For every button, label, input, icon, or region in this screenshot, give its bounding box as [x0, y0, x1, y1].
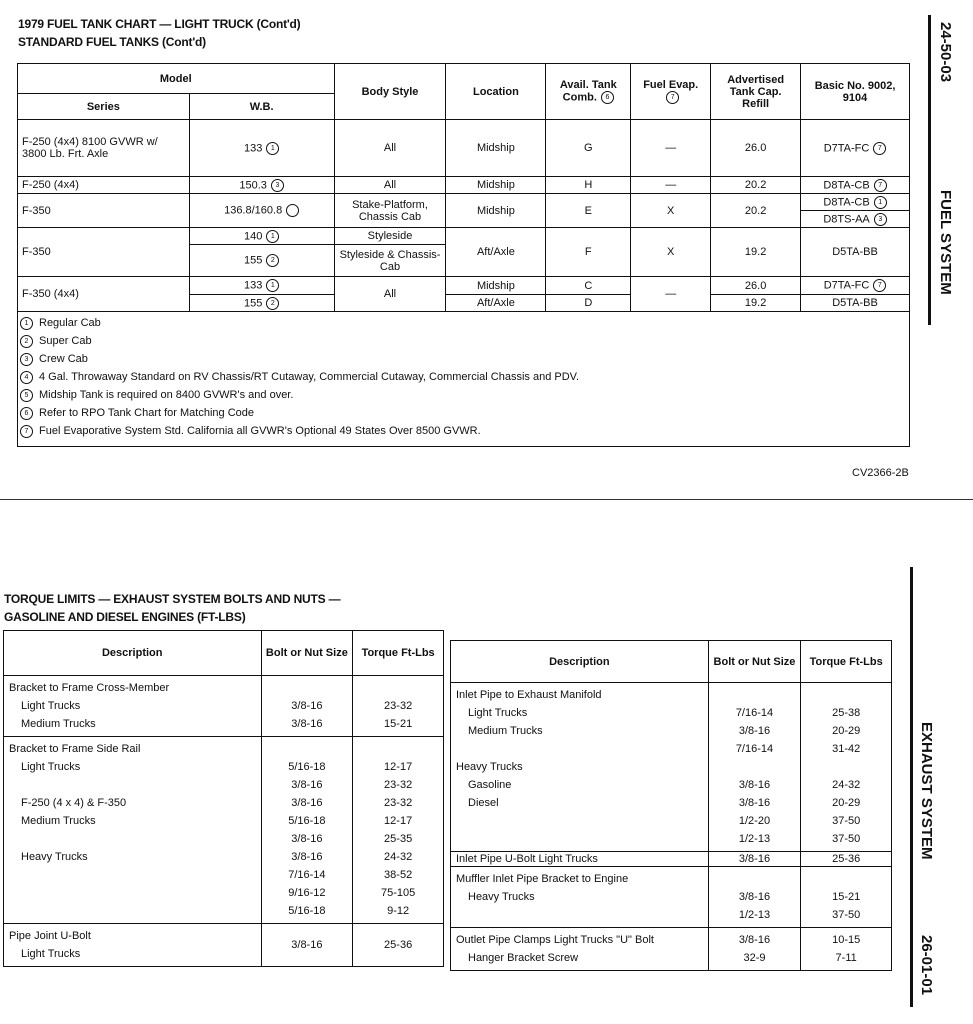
torque-subtitle: GASOLINE AND DIESEL ENGINES (FT-LBS) — [4, 610, 246, 624]
header-avail-tank-comb: Avail. Tank Comb. 6 — [546, 64, 631, 120]
torque-table-right — [450, 640, 892, 971]
table-row: F-250 (4x4) 8100 GVWR w/ 3800 Lb. Frt. Axle 133 1 All Midship G — 26.0 D7TA-FC 7 — [18, 120, 910, 177]
header-torque: Torque Ft-Lbs — [353, 631, 444, 676]
header-description: Description — [4, 631, 262, 676]
table-row: Muffler Inlet Pipe Bracket to Engine Heavy Trucks 3/8-16 1/2-13 15-21 37-50 — [451, 867, 892, 928]
footnote-number-icon: 7 — [20, 425, 33, 438]
footnote-number-icon: 2 — [20, 335, 33, 348]
footnote-marker-icon: 2 — [266, 297, 279, 310]
footnote-marker-icon: 6 — [601, 91, 614, 104]
footnote: 4 4 Gal. Throwaway Standard on RV Chassis/RT Cutaway, Commercial Cutaway, Commercial Chassis and PDV. — [20, 368, 905, 386]
footnote-number-icon: 4 — [20, 371, 33, 384]
footnote-marker-icon: 1 — [266, 279, 279, 292]
section-name-fuel: FUEL SYSTEM — [937, 190, 954, 295]
table-row: Inlet Pipe to Exhaust Manifold Light Trucks Medium Trucks Heavy Trucks Gasoline Diesel 7/16-14 3/8-16 7/16-14 3/8-16 3/8-16 1/2-20 1/2-13 25-38 20-29 31-42 24-32 20-29 37-50 37-50 — [451, 683, 892, 852]
fuel-tank-table — [17, 63, 910, 447]
footnote-marker-icon: 1 — [874, 196, 887, 209]
header-body-style: Body Style — [334, 64, 446, 120]
footnote: 7 Fuel Evaporative System Std. California all GVWR's Optional 49 States Over 8500 GVWR. — [20, 422, 905, 440]
footnote-marker-icon: 7 — [874, 179, 887, 192]
table-row: 155 2 Aft/Axle D 19.2 D5TA-BB — [18, 295, 910, 312]
footnote-marker-icon: 7 — [873, 142, 886, 155]
footnote-number-icon: 5 — [20, 389, 33, 402]
table-row: Bracket to Frame Cross-Member Light Trucks Medium Trucks 3/8-16 3/8-16 23-32 15-21 — [4, 676, 444, 737]
footnote: 1 Regular Cab — [20, 314, 905, 332]
table-row: F-350 136.8/160.8 Stake-Platform, Chassis Cab Midship E X 20.2 D8TA-CB 1 — [18, 194, 910, 211]
header-series: Series — [18, 94, 190, 120]
table-row: D8TS-AA 3 — [18, 211, 910, 228]
footnote-marker-icon: 7 — [873, 279, 886, 292]
footnote-marker-icon — [286, 204, 299, 217]
figure-code: CV2366-2B — [852, 467, 909, 479]
fuel-chart-title: 1979 FUEL TANK CHART — LIGHT TRUCK (Cont'd) — [18, 17, 301, 31]
table-row: Pipe Joint U-Bolt Light Trucks 3/8-16 25-36 — [4, 924, 444, 967]
table-row: Bracket to Frame Side Rail Light Trucks F-250 (4 x 4) & F-350 Medium Trucks Heavy Trucks 5/16-18 3/8-16 3/8-16 5/16-18 3/8-16 3/8-16 7/16-14 9/16-12 5/16-18 12-17 23-32 23-32 12-17 25-35 24-32 38-52 75-105 9-12 — [4, 737, 444, 924]
torque-title: TORQUE LIMITS — EXHAUST SYSTEM BOLTS AND NUTS — — [4, 592, 341, 606]
footnote: 5 Midship Tank is required on 8400 GVWR's and over. — [20, 386, 905, 404]
header-bolt-size: Bolt or Nut Size — [261, 631, 353, 676]
footnote-number-icon: 3 — [20, 353, 33, 366]
header-location: Location — [446, 64, 546, 120]
footnotes-row — [18, 312, 910, 447]
footnote-marker-icon: 7 — [666, 91, 679, 104]
header-wb: W.B. — [189, 94, 334, 120]
table-row: 155 2 Styleside & Chassis-Cab — [18, 245, 910, 277]
footnote-marker-icon: 1 — [266, 142, 279, 155]
header-model: Model — [18, 64, 335, 94]
header-bolt-size: Bolt or Nut Size — [708, 641, 801, 683]
page-number-exhaust: 26-01-01 — [918, 935, 935, 996]
header-description: Description — [451, 641, 709, 683]
footnote-marker-icon: 3 — [874, 213, 887, 226]
torque-table-left — [3, 630, 444, 967]
footnote-number-icon: 6 — [20, 407, 33, 420]
footnote-marker-icon: 3 — [271, 179, 284, 192]
footnote-number-icon: 1 — [20, 317, 33, 330]
section-name-exhaust: EXHAUST SYSTEM — [918, 722, 935, 860]
side-rule — [928, 15, 931, 325]
fuel-chart-subtitle: STANDARD FUEL TANKS (Cont'd) — [18, 35, 206, 49]
footnotes — [18, 312, 910, 447]
footnote: 6 Refer to RPO Tank Chart for Matching Code — [20, 404, 905, 422]
table-row: Outlet Pipe Clamps Light Trucks "U" Bolt Hanger Bracket Screw 3/8-16 32-9 10-15 7-11 — [451, 928, 892, 971]
table-row: F-350 140 1 Styleside Aft/Axle F X 19.2 D5TA-BB — [18, 228, 910, 245]
page-number-fuel: 24-50-03 — [937, 22, 954, 83]
footnote-marker-icon: 1 — [266, 230, 279, 243]
header-advertised-cap: Advertised Tank Cap. Refill — [711, 64, 801, 120]
footnote: 3 Crew Cab — [20, 350, 905, 368]
footnote: 2 Super Cab — [20, 332, 905, 350]
fuel-tank-chart — [17, 63, 910, 447]
header-torque: Torque Ft-Lbs — [801, 641, 892, 683]
side-rule — [910, 567, 913, 1007]
header-fuel-evap: Fuel Evap.7 — [631, 64, 711, 120]
section-divider — [0, 499, 973, 500]
header-basic-no: Basic No. 9002, 9104 — [801, 64, 910, 120]
table-row: F-350 (4x4) 133 1 All Midship C — 26.0 D7TA-FC 7 — [18, 277, 910, 295]
table-row: F-250 (4x4) 150.3 3 All Midship H — 20.2 D8TA-CB 7 — [18, 177, 910, 194]
footnote-marker-icon: 2 — [266, 254, 279, 267]
table-row: Inlet Pipe U-Bolt Light Trucks 3/8-16 25-36 — [451, 852, 892, 867]
